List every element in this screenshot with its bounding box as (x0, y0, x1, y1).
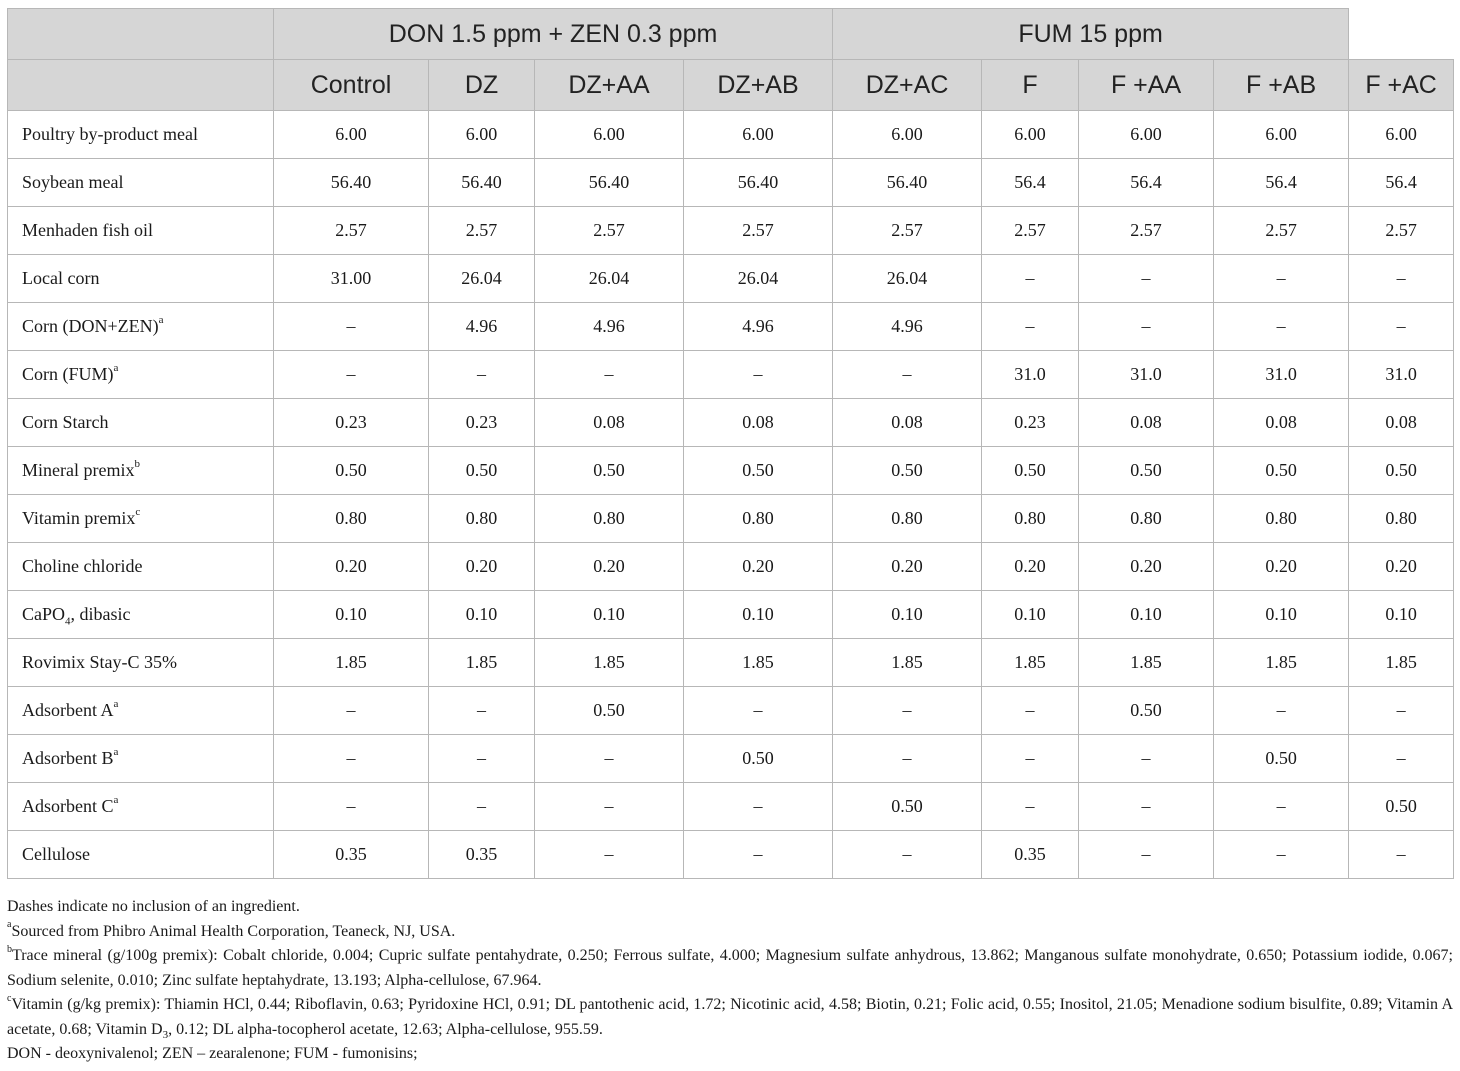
table-cell: 0.08 (535, 399, 684, 447)
table-cell: – (1349, 303, 1454, 351)
table-cell: 0.50 (535, 447, 684, 495)
table-cell: 0.20 (833, 543, 982, 591)
row-label: CaPO$_4$, dibasic (8, 591, 274, 639)
table-cell: 0.10 (833, 591, 982, 639)
table-row (8, 639, 1454, 687)
table-header (8, 9, 1454, 111)
table-cell: 26.04 (833, 255, 982, 303)
table-cell: 26.04 (429, 255, 535, 303)
table-cell: – (1079, 303, 1214, 351)
table-cell: 0.50 (1349, 447, 1454, 495)
column-header-row (8, 60, 1454, 111)
table-cell: 31.0 (1214, 351, 1349, 399)
table-cell: 0.08 (833, 399, 982, 447)
table-cell: 2.57 (833, 207, 982, 255)
row-label: Poultry by-product meal (8, 111, 274, 159)
table-cell: 6.00 (684, 111, 833, 159)
table-row (8, 159, 1454, 207)
table-cell: 0.35 (982, 831, 1079, 879)
table-cell: 0.10 (982, 591, 1079, 639)
table-cell: – (1349, 735, 1454, 783)
table-cell: 6.00 (982, 111, 1079, 159)
table-cell: 0.80 (1214, 495, 1349, 543)
table-cell: 0.08 (684, 399, 833, 447)
column-header: F +AB (1214, 60, 1349, 111)
table-cell: 26.04 (535, 255, 684, 303)
column-header: DZ+AC (833, 60, 982, 111)
table-cell: 6.00 (833, 111, 982, 159)
table-cell: 0.10 (1079, 591, 1214, 639)
table-cell: – (684, 351, 833, 399)
table-cell: 56.40 (684, 159, 833, 207)
table-cell: – (833, 831, 982, 879)
table-cell: – (429, 351, 535, 399)
table-cell: 56.4 (982, 159, 1079, 207)
row-label: Mineral premix$^b$ (8, 447, 274, 495)
table-footnotes (7, 895, 1453, 1067)
table-cell: 4.96 (429, 303, 535, 351)
table-cell: 0.50 (1214, 447, 1349, 495)
row-label: Cellulose (8, 831, 274, 879)
table-cell: 0.10 (1349, 591, 1454, 639)
table-cell: 1.85 (1349, 639, 1454, 687)
table-cell: 0.50 (1079, 447, 1214, 495)
table-cell: 6.00 (429, 111, 535, 159)
table-cell: 2.57 (1079, 207, 1214, 255)
table-cell: 0.10 (684, 591, 833, 639)
table-cell: 0.20 (429, 543, 535, 591)
table-cell: 0.08 (1349, 399, 1454, 447)
table-cell: 0.20 (1214, 543, 1349, 591)
table-row (8, 351, 1454, 399)
row-label: Menhaden fish oil (8, 207, 274, 255)
table-cell: 0.20 (684, 543, 833, 591)
table-cell: – (982, 303, 1079, 351)
table-row (8, 687, 1454, 735)
table-cell: – (429, 687, 535, 735)
table-row (8, 735, 1454, 783)
header-corner-cell (8, 9, 274, 60)
table-cell: – (833, 735, 982, 783)
table-cell: – (1079, 783, 1214, 831)
table-cell: – (535, 735, 684, 783)
table-row (8, 207, 1454, 255)
column-header: F (982, 60, 1079, 111)
row-label: Choline chloride (8, 543, 274, 591)
table-cell: 0.50 (429, 447, 535, 495)
table-cell: 0.10 (535, 591, 684, 639)
table-cell: 2.57 (982, 207, 1079, 255)
row-label: Rovimix Stay-C 35% (8, 639, 274, 687)
table-cell: – (833, 687, 982, 735)
table-cell: 1.85 (535, 639, 684, 687)
table-row (8, 495, 1454, 543)
table-cell: – (274, 351, 429, 399)
table-cell: – (1214, 255, 1349, 303)
footnote-c: $^c$Vitamin (g/kg premix): Thiamin HCl, 0.44; Riboflavin, 0.63; Pyridoxine HCl, 0.91; DL pantothenic acid, 1.72; Nicotinic acid, 4.58; Biotin, 0.21; Folic acid, 0.55; Inositol, 21.05; Menadione sodium bisulfite, 0.89; Vitamin A acetate, 0.68; Vitamin $D_3$, 0.12; DL alpha-tocopherol acetate, 12.63; Alpha-cellulose, 955.59. (7, 992, 1453, 1041)
table-cell: – (1349, 255, 1454, 303)
header-corner-cell (8, 60, 274, 111)
table-cell: 0.50 (684, 447, 833, 495)
table-cell: 0.80 (274, 495, 429, 543)
table-cell: – (833, 351, 982, 399)
table-cell: 0.08 (1214, 399, 1349, 447)
table-row (8, 591, 1454, 639)
table-cell: 4.96 (684, 303, 833, 351)
table-cell: 6.00 (1214, 111, 1349, 159)
footnote-b: $^b$Trace mineral (g/100g premix): Cobalt chloride, 0.004; Cupric sulfate pentahydrate, 0.250; Ferrous sulfate, 4.000; Magnesium sulfate anhydrous, 13.862; Manganous sulfate monohydrate, 0.650; Potassium iodide, 0.067; Sodium selenite, 0.010; Zinc sulfate heptahydrate, 13.193; Alpha-cellulose, 67.964. (7, 943, 1453, 989)
table-cell: 6.00 (1079, 111, 1214, 159)
table-cell: 0.23 (429, 399, 535, 447)
table-cell: 0.20 (274, 543, 429, 591)
table-cell: 0.23 (274, 399, 429, 447)
table-cell: 0.80 (684, 495, 833, 543)
table-row (8, 255, 1454, 303)
footnote-abbreviations: DON - deoxynivalenol; ZEN – zearalenone; FUM - fumonisins; (7, 1045, 418, 1062)
table-cell: 0.50 (684, 735, 833, 783)
column-header: F +AC (1349, 60, 1454, 111)
table-cell: 31.0 (1079, 351, 1214, 399)
table-cell: 1.85 (429, 639, 535, 687)
table-cell: 56.4 (1349, 159, 1454, 207)
column-header: DZ+AB (684, 60, 833, 111)
table-cell: – (982, 783, 1079, 831)
table-cell: 26.04 (684, 255, 833, 303)
table-cell: 31.0 (1349, 351, 1454, 399)
table-cell: 0.20 (1349, 543, 1454, 591)
table-cell: – (1214, 687, 1349, 735)
table-cell: 31.00 (274, 255, 429, 303)
table-cell: 0.35 (429, 831, 535, 879)
table-cell: – (684, 783, 833, 831)
table-row (8, 111, 1454, 159)
row-label: Local corn (8, 255, 274, 303)
table-cell: 4.96 (833, 303, 982, 351)
row-label: Vitamin premix$^c$ (8, 495, 274, 543)
table-cell: 1.85 (274, 639, 429, 687)
table-cell: 56.4 (1214, 159, 1349, 207)
table-cell: – (274, 687, 429, 735)
table-cell: 2.57 (535, 207, 684, 255)
table-cell: – (535, 831, 684, 879)
table-cell: 0.50 (833, 783, 982, 831)
group-header-row (8, 9, 1454, 60)
row-label: Corn Starch (8, 399, 274, 447)
table-cell: 0.50 (274, 447, 429, 495)
table-cell: – (429, 783, 535, 831)
table-cell: 31.0 (982, 351, 1079, 399)
table-cell: 6.00 (274, 111, 429, 159)
table-cell: 0.50 (1349, 783, 1454, 831)
table-container (7, 8, 1453, 879)
table-cell: 2.57 (429, 207, 535, 255)
table-row (8, 543, 1454, 591)
table-cell: 0.80 (1079, 495, 1214, 543)
table-cell: – (1079, 255, 1214, 303)
table-row (8, 783, 1454, 831)
table-cell: 0.80 (429, 495, 535, 543)
table-cell: 0.50 (982, 447, 1079, 495)
table-cell: 2.57 (1349, 207, 1454, 255)
table-cell: 2.57 (1214, 207, 1349, 255)
table-cell: 1.85 (982, 639, 1079, 687)
table-cell: 0.50 (1214, 735, 1349, 783)
row-label: Corn (FUM)$^a$ (8, 351, 274, 399)
table-row (8, 303, 1454, 351)
table-cell: – (1214, 783, 1349, 831)
table-cell: – (982, 687, 1079, 735)
table-cell: 0.35 (274, 831, 429, 879)
table-cell: 0.50 (535, 687, 684, 735)
table-cell: – (535, 351, 684, 399)
table-cell: 0.50 (1079, 687, 1214, 735)
table-cell: – (982, 735, 1079, 783)
table-cell: – (1214, 303, 1349, 351)
table-cell: 1.85 (1079, 639, 1214, 687)
table-cell: 0.20 (1079, 543, 1214, 591)
table-cell: – (684, 687, 833, 735)
table-cell: – (1349, 687, 1454, 735)
table-cell: 0.10 (1214, 591, 1349, 639)
row-label: Adsorbent $A^a$ (8, 687, 274, 735)
table-cell: 0.20 (982, 543, 1079, 591)
table-cell: 6.00 (535, 111, 684, 159)
table-cell: 56.40 (274, 159, 429, 207)
row-label: Adsorbent $C^a$ (8, 783, 274, 831)
table-cell: 0.50 (833, 447, 982, 495)
table-cell: – (429, 735, 535, 783)
table-cell: 0.80 (1349, 495, 1454, 543)
table-cell: 0.23 (982, 399, 1079, 447)
table-cell: – (274, 735, 429, 783)
row-label: Corn $(DON+ZEN)^a$ (8, 303, 274, 351)
table-cell: 0.80 (535, 495, 684, 543)
table-cell: 0.10 (429, 591, 535, 639)
footnote-dashes: Dashes indicate no inclusion of an ingredient. (7, 898, 300, 915)
table-cell: – (274, 303, 429, 351)
table-cell: 0.20 (535, 543, 684, 591)
row-label: Adsorbent $B^a$ (8, 735, 274, 783)
table-row (8, 447, 1454, 495)
table-cell: – (1079, 735, 1214, 783)
table-cell: 1.85 (1214, 639, 1349, 687)
table-cell: 56.40 (429, 159, 535, 207)
table-row (8, 831, 1454, 879)
table-cell: – (535, 783, 684, 831)
row-label: Soybean meal (8, 159, 274, 207)
column-header: Control (274, 60, 429, 111)
table-cell: 6.00 (1349, 111, 1454, 159)
diet-composition-table (7, 8, 1454, 879)
table-cell: 4.96 (535, 303, 684, 351)
table-cell: 56.4 (1079, 159, 1214, 207)
group-header: DON 1.5 ppm + ZEN 0.3 ppm (274, 9, 833, 60)
column-header: F +AA (1079, 60, 1214, 111)
table-cell: 0.80 (982, 495, 1079, 543)
table-row (8, 399, 1454, 447)
table-cell: 0.80 (833, 495, 982, 543)
footnote-a: $^a$Sourced from Phibro Animal Health Corporation, Teaneck, NJ, USA. (7, 919, 456, 940)
table-cell: 56.40 (833, 159, 982, 207)
table-cell: – (1079, 831, 1214, 879)
table-cell: – (1214, 831, 1349, 879)
column-header: DZ+AA (535, 60, 684, 111)
table-cell: – (274, 783, 429, 831)
table-cell: – (1349, 831, 1454, 879)
table-cell: 1.85 (833, 639, 982, 687)
group-header: FUM 15 ppm (833, 9, 1349, 60)
table-cell: 2.57 (274, 207, 429, 255)
table-cell: – (684, 831, 833, 879)
table-cell: 2.57 (684, 207, 833, 255)
column-header: DZ (429, 60, 535, 111)
table-cell: 0.08 (1079, 399, 1214, 447)
table-cell: 56.40 (535, 159, 684, 207)
table-cell: – (982, 255, 1079, 303)
table-cell: 1.85 (684, 639, 833, 687)
table-body (8, 111, 1454, 879)
table-cell: 0.10 (274, 591, 429, 639)
